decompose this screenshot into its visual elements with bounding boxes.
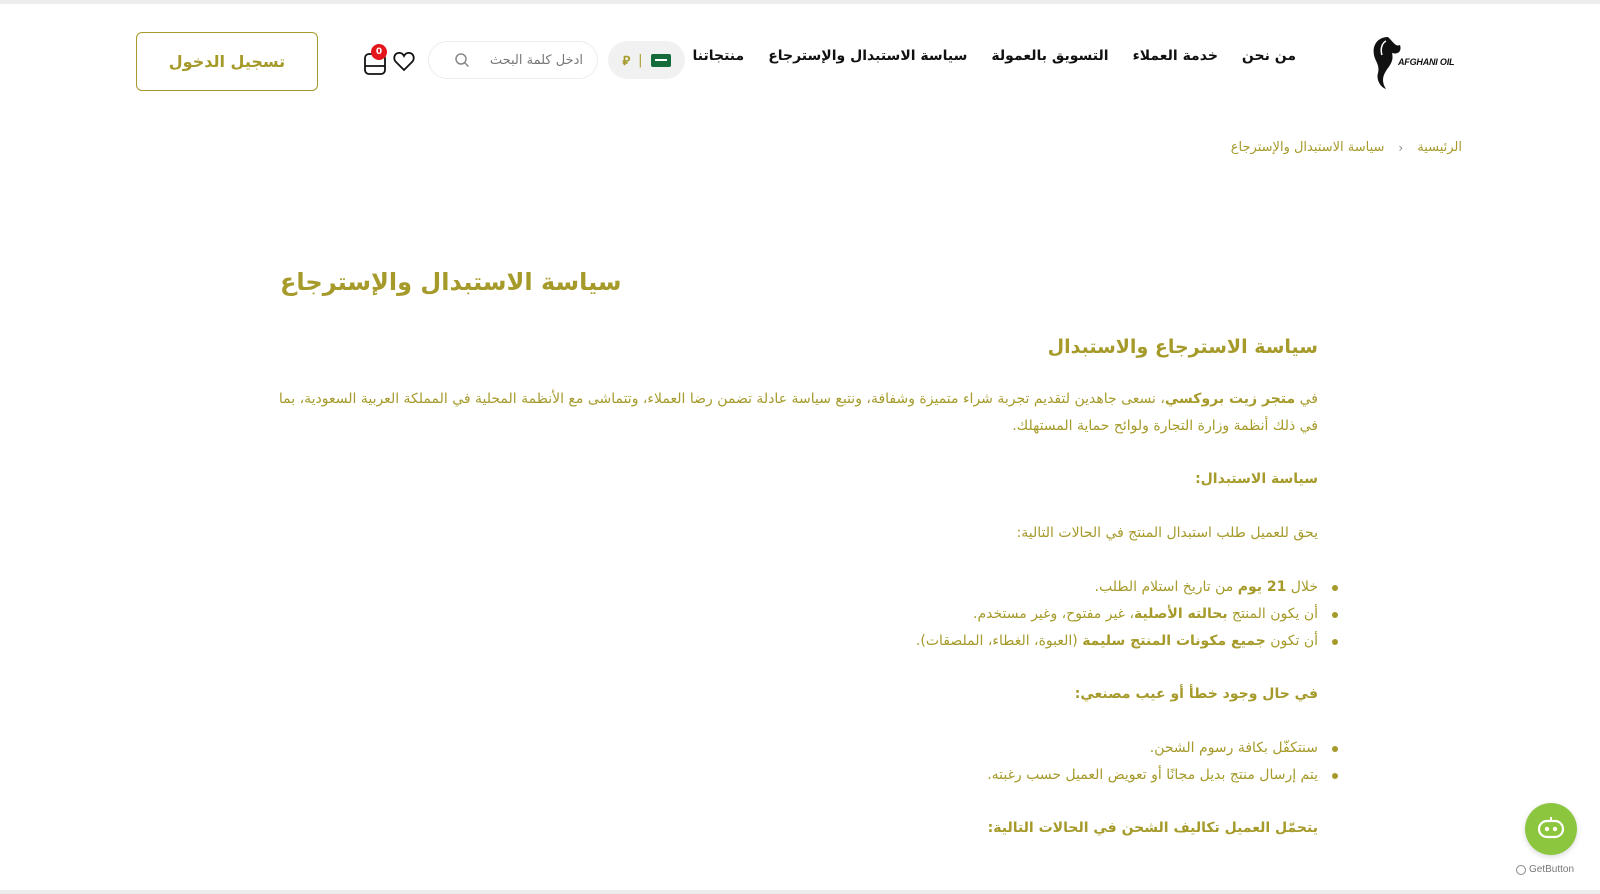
exchange-heading: سياسة الاستبدال: — [1195, 471, 1318, 487]
list-item: سنتكفّل بكافة رسوم الشحن. — [278, 735, 1318, 762]
search-icon[interactable] — [453, 51, 471, 69]
getbutton-logo-icon — [1516, 865, 1526, 875]
language-currency-switcher[interactable] — [608, 41, 685, 79]
nav-item-about-us[interactable]: من نحن — [1241, 48, 1296, 64]
list-item: أن تكون جميع مكونات المنتج سليمة (العبوة، الغطاء، الملصقات). — [278, 628, 1318, 655]
main-nav — [693, 48, 1297, 64]
page-title: سياسة الاستبدال والإسترجاع — [280, 268, 622, 296]
bottom-border — [0, 890, 1600, 894]
chevron-left-icon: ‹ — [1398, 140, 1404, 155]
cart-count-badge: 0 — [371, 44, 387, 60]
search-input[interactable] — [479, 53, 583, 68]
nav-item-customer-service[interactable]: خدمة العملاء — [1132, 48, 1218, 64]
login-button[interactable]: تسجيل الدخول — [136, 32, 318, 91]
breadcrumb-home[interactable]: الرئيسية — [1417, 140, 1462, 155]
riyal-currency-icon: ⃁ — [622, 53, 631, 69]
chat-bot-button[interactable] — [1525, 803, 1577, 855]
breadcrumb — [1231, 140, 1462, 155]
store-name: متجر زيت بروكسي — [1164, 391, 1296, 407]
nav-item-return-policy[interactable]: سياسة الاستبدال والإسترجاع — [768, 48, 968, 64]
cart-button[interactable] — [362, 44, 388, 76]
wishlist-heart-icon[interactable] — [392, 49, 416, 73]
nav-item-affiliate[interactable]: التسويق بالعمولة — [991, 48, 1109, 64]
nav-item-products[interactable]: منتجاتنا — [692, 48, 745, 64]
list-item: أن يكون المنتج بحالته الأصلية، غير مفتوح، وغير مستخدم. — [278, 601, 1318, 628]
policy-content — [278, 336, 1318, 869]
exchange-lead: يحق للعميل طلب استبدال المنتج في الحالات التالية: — [1016, 525, 1318, 541]
intro-paragraph: في متجر زيت بروكسي، نسعى جاهدين لتقديم تجربة شراء متميزة وشفافة، ونتبع سياسة عادلة تضمن رضا العملاء، وتتماشى مع الأنظمة المحلية في المملكة العربية السعودية، بما في ذلك أنظمة وزارة التجارة ولوائح حماية المستهلك. — [278, 391, 1318, 434]
site-header — [0, 30, 1600, 92]
list-item: خلال 21 يوم من تاريخ استلام الطلب. — [278, 574, 1318, 601]
top-border — [0, 0, 1600, 4]
chat-bot-icon — [1536, 816, 1566, 842]
search-box — [428, 41, 598, 79]
getbutton-credit[interactable]: GetButton — [1516, 864, 1574, 875]
brand-logo[interactable] — [1364, 33, 1456, 91]
shipping-heading: يتحمّل العميل تكاليف الشحن في الحالات التالية: — [987, 820, 1318, 836]
defect-heading: في حال وجود خطأ أو عيب مصنعي: — [1074, 686, 1318, 702]
defect-list — [278, 735, 1318, 789]
saudi-flag-icon — [651, 54, 671, 67]
exchange-conditions-list — [278, 574, 1318, 655]
section-title: سياسة الاسترجاع والاستبدال — [1047, 336, 1318, 358]
breadcrumb-current[interactable]: سياسة الاستبدال والإسترجاع — [1230, 140, 1385, 155]
switcher-separator: | — [638, 52, 643, 68]
list-item: يتم إرسال منتج بديل مجانًا أو تعويض العميل حسب رغبته. — [278, 762, 1318, 789]
brand-logo-text: AFGHANI OIL — [1398, 57, 1455, 67]
